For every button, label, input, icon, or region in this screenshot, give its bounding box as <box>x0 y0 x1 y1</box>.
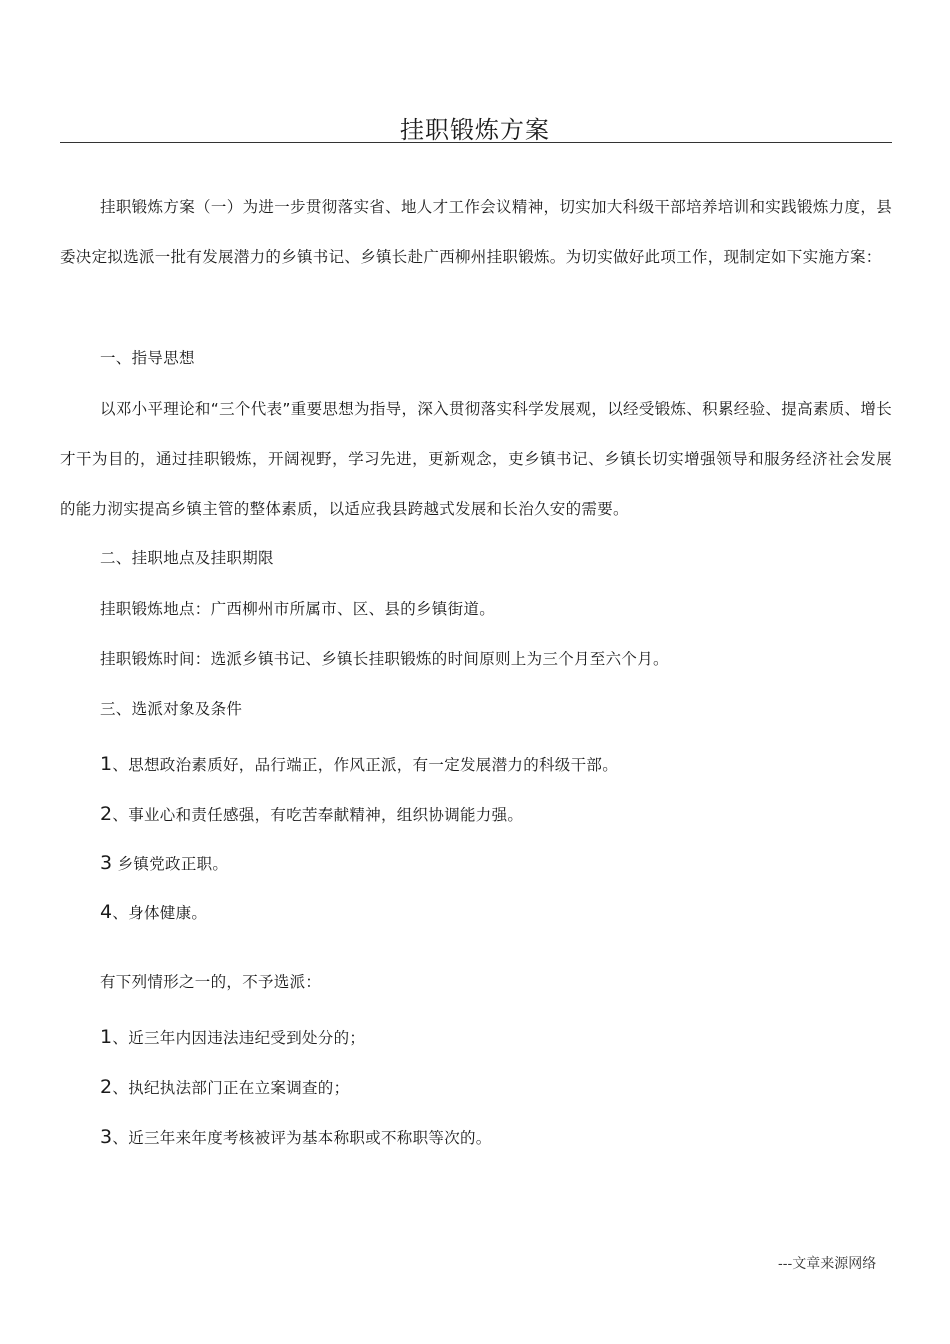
condition-item <box>100 752 892 777</box>
condition-text: 乡镇党政正职。 <box>112 855 229 873</box>
condition-number: 1 <box>100 753 113 775</box>
exclusion-number: 1 <box>100 1026 113 1048</box>
section1-body: 以邓小平理论和“三个代表”重要思想为指导，深入贯彻落实科学发展观，以经受锻炼、积累经验、提高素质、增长才干为目的，通过挂职锻炼，开阔视野，学习先进，更新观念，吏乡镇书记、乡镇长切实增强领导和服务经济社会发展的能力沏实提高乡镇主管的整体素质，以适应我县跨越式发展和长治久安的需要。 <box>60 400 892 518</box>
exclusion-number: 2 <box>100 1076 113 1098</box>
exclusion-number: 3 <box>100 1126 113 1148</box>
document-title: 挂职锻炼方案 <box>400 116 550 144</box>
title-underline <box>60 142 892 143</box>
condition-item <box>100 802 892 827</box>
exclusion-text: 、近三年来年度考核被评为基本称职或不称职等次的。 <box>112 1129 492 1147</box>
condition-item <box>100 900 892 925</box>
condition-number: 2 <box>100 803 113 825</box>
section2-duration: 挂职锻炼时间：选派乡镇书记、乡镇长挂职锻炼的时间原则上为三个月至六个月。 <box>100 650 669 668</box>
exclusion-item <box>100 1025 892 1050</box>
condition-number: 3 <box>100 852 113 874</box>
condition-item <box>100 851 892 876</box>
exclusion-text: 、近三年内因违法违纪受到处分的； <box>112 1029 366 1047</box>
exclusion-item <box>100 1125 892 1150</box>
condition-number: 4 <box>100 901 113 923</box>
source-note: ---文章来源网络 <box>778 1256 877 1272</box>
exclusion-text: 、执纪执法部门正在立案调查的； <box>112 1079 350 1097</box>
section2-location: 挂职锻炼地点：广西柳州市所属市、区、县的乡镇街道。 <box>100 600 496 618</box>
intro-paragraph: 挂职锻炼方案（一）为进一步贯彻落实省、地人才工作会议精神，切实加大科级干部培养培训和实践锻炼力度，县委决定拟选派一批有发展潜力的乡镇书记、乡镇长赴广西柳州挂职锻炼。为切实做好此项工作，现制定如下实施方案： <box>60 198 892 266</box>
condition-text: 、身体健康。 <box>112 904 208 922</box>
section3-heading: 三、选派对象及条件 <box>100 700 243 718</box>
section2-heading: 二、挂职地点及挂职期限 <box>100 549 274 567</box>
condition-text: 、思想政治素质好，品行端正，作风正派，有一定发展潜力的科级干部。 <box>112 756 618 774</box>
condition-text: 、事业心和责任感强，有吃苦奉献精神，组织协调能力强。 <box>112 806 524 824</box>
exclusion-heading: 有下列情形之一的，不予选派： <box>100 973 322 991</box>
section1-heading: 一、指导思想 <box>100 349 195 367</box>
exclusion-item <box>100 1075 892 1100</box>
